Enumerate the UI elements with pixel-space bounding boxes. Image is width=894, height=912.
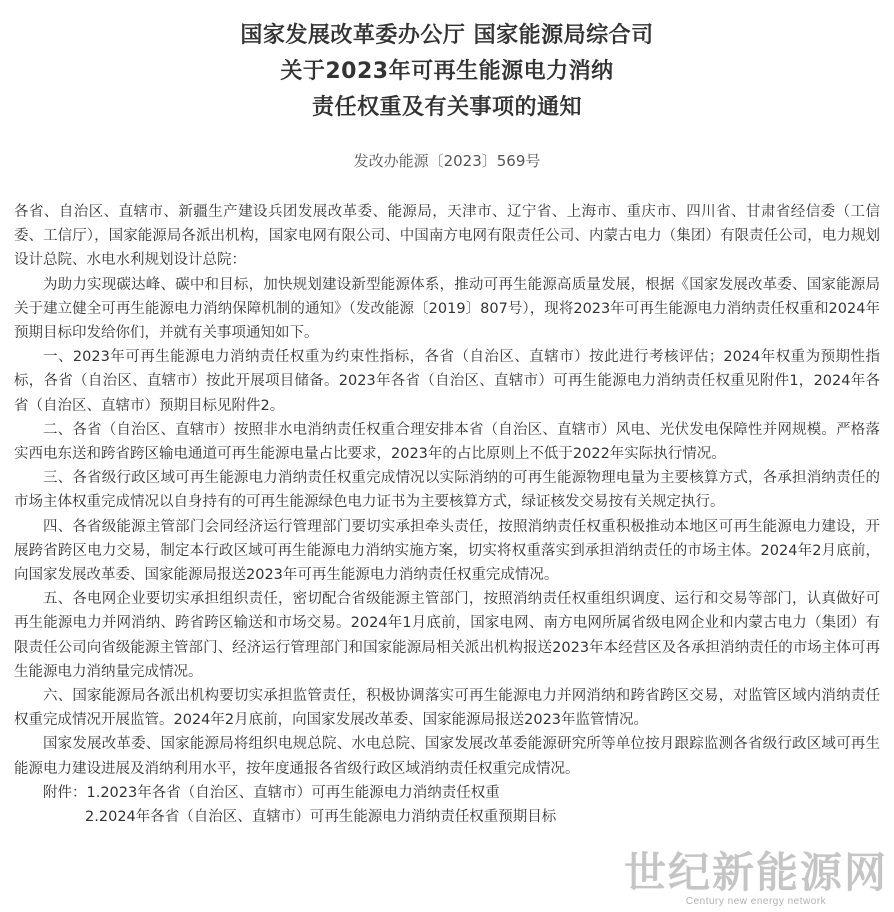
preamble-paragraph: 为助力实现碳达峰、碳中和目标，加快规划建设新型能源体系，推动可再生能源高质量发展，根据《国家发展改革委、国家能源局关于建立健全可再生能源电力消纳保障机制的通知》（发改能源〔2019〕807号），现将2023年可再生能源电力消纳责任权重和2024年预期目标印发给你们，并就有关事项通知如下。 bbox=[14, 276, 880, 342]
attachment-item-1: 1.2023年各省（自治区、直辖市）可再生能源电力消纳责任权重 bbox=[86, 784, 500, 801]
watermark-logo bbox=[624, 850, 888, 908]
recipients-paragraph: 各省、自治区、直辖市、新疆生产建设兵团发展改革委、能源局，天津市、辽宁省、上海市、重庆市、四川省、甘肃省经信委（工信委、工信厅），国家能源局各派出机构，国家电网有限公司、中国南方电网有限责任公司、内蒙古电力（集团）有限责任公司，电力规划设计总院、水电水利规划设计总院： bbox=[14, 204, 880, 269]
title-line-1: 国家发展改革委办公厅 国家能源局综合司 bbox=[240, 23, 654, 48]
article-3-paragraph: 三、各省级行政区域可再生能源电力消纳责任权重完成情况以实际消纳的可再生能源物理电量为主要核算方式，各承担消纳责任的市场主体权重完成情况以自身持有的可再生能源绿色电力证书为主要核算方式，绿证核发交易按有关规定执行。 bbox=[14, 470, 880, 511]
article-2-paragraph: 二、各省（自治区、直辖市）按照非水电消纳责任权重合理安排本省（自治区、直辖市）风电、光伏发电保障性并网规模。严格落实西电东送和跨省跨区输电通道可再生能源电量占比要求，2023年的占比原则上不低于2022年实际执行情况。 bbox=[14, 421, 880, 463]
document-number: 发改办能源〔2023〕569号 bbox=[353, 152, 541, 170]
attachments-label: 附件： bbox=[43, 784, 87, 801]
attachment-item-2: 2.2024年各省（自治区、直辖市）可再生能源电力消纳责任权重预期目标 bbox=[85, 809, 557, 826]
attachments-list bbox=[14, 781, 880, 805]
article-6-paragraph: 六、国家能源局各派出机构要切实承担监管责任，积极协调落实可再生能源电力并网消纳和跨省跨区交易，对监管区域内消纳责任权重完成情况开展监管。2024年2月底前，向国家发展改革委、国家能源局报送2023年监管情况。 bbox=[14, 688, 880, 729]
document-body bbox=[14, 200, 880, 829]
watermark-subtitle: Century new energy network bbox=[685, 896, 827, 907]
article-1-paragraph: 一、2023年可再生能源电力消纳责任权重为约束性指标，各省（自治区、直辖市）按此进行考核评估；2024年权重为预期性指标，各省（自治区、直辖市）按此开展项目储备。2023年各省（自治区、直辖市）可再生能源电力消纳责任权重见附件1，2024年各省（自治区、直辖市）预期目标见附件2。 bbox=[14, 349, 880, 414]
article-5-paragraph: 五、各电网企业要切实承担组织责任，密切配合省级能源主管部门，按照消纳责任权重组织调度、运行和交易等部门，认真做好可再生能源电力并网消纳、跨省跨区输送和市场交易。2024年1月底前，国家电网、南方电网所属省级电网企业和内蒙古电力（集团）有限责任公司向省级能源主管部门、经济运行管理部门和国家能源局相关派出机构报送2023年本经营区及各承担消纳责任的市场主体可再生能源电力消纳量完成情况。 bbox=[14, 591, 880, 680]
title-line-2: 关于2023年可再生能源电力消纳 bbox=[280, 59, 614, 84]
title-line-3: 责任权重及有关事项的通知 bbox=[311, 95, 582, 120]
document-title bbox=[0, 18, 894, 126]
watermark-title: 世纪新能源网 bbox=[623, 848, 888, 897]
article-4-paragraph: 四、各省级能源主管部门会同经济运行管理部门要切实承担牵头责任，按照消纳责任权重积极推动本地区可再生能源电力建设，开展跨省跨区电力交易，制定本行政区域可再生能源电力消纳实施方案，切实将权重落实到承担消纳责任的市场主体。2024年2月底前，向国家发展改革委、国家能源局报送2023年可再生能源电力消纳责任权重完成情况。 bbox=[14, 518, 880, 584]
attachment-row-2 bbox=[14, 805, 880, 829]
monitoring-paragraph: 国家发展改革委、国家能源局将组织电规总院、水电总院、国家发展改革委能源研究所等单位按月跟踪监测各省级行政区域可再生能源电力建设进展及消纳利用水平，按年度通报各省级行政区域消纳责任权重完成情况。 bbox=[14, 736, 880, 777]
